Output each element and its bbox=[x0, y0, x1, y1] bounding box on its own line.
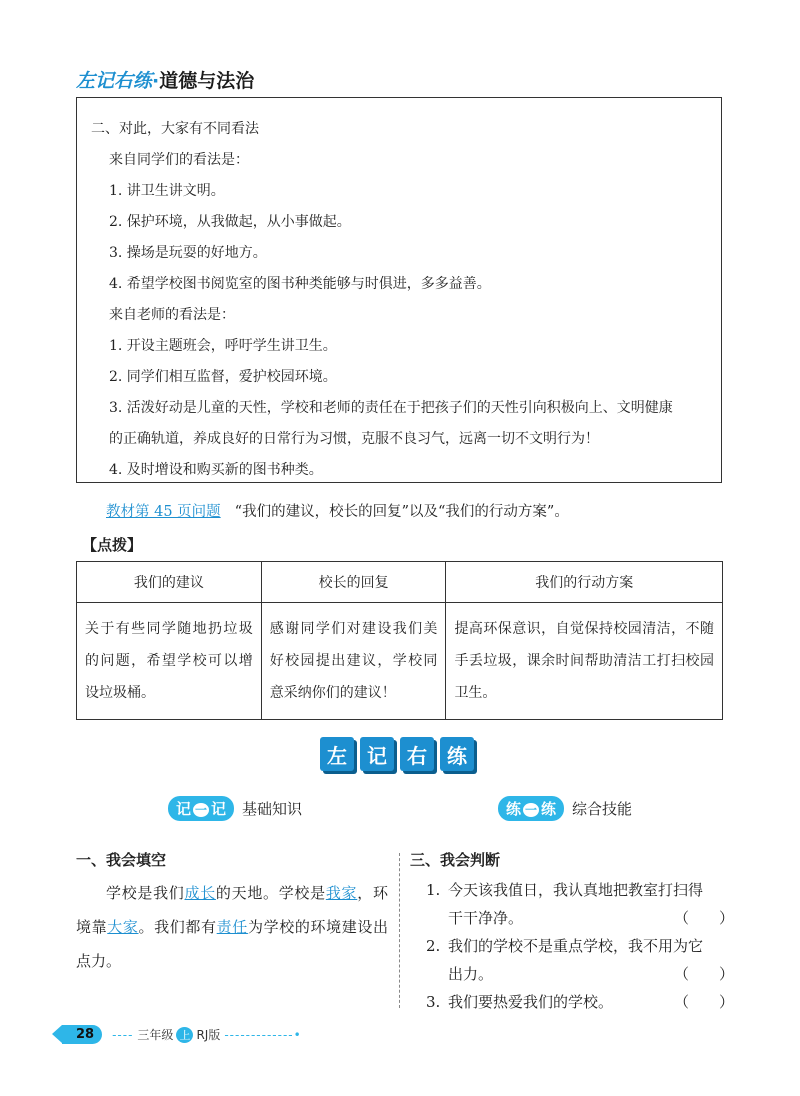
answer-line: 3. 操场是玩耍的好地方。 bbox=[109, 245, 267, 261]
column-divider bbox=[399, 853, 400, 1008]
judge-section bbox=[410, 849, 735, 1016]
list-item: 1. 今天该我值日，我认真地把教室打扫得 bbox=[426, 881, 704, 899]
answer-line: 4. 及时增设和购买新的图书种类。 bbox=[109, 462, 323, 478]
section-banner bbox=[320, 737, 474, 771]
page-footer: 28 ---- 三年级 上 RJ版 -------------• bbox=[62, 1025, 306, 1044]
answer-paren[interactable]: （ ） bbox=[674, 909, 735, 927]
list-item: 3. 我们要热爱我们的学校。 （ ） bbox=[410, 988, 726, 1016]
table-cell: 提高环保意识，自觉保持校园清洁，不随手丢垃圾，课余时间帮助清洁工打扫校园卫生。 bbox=[446, 603, 723, 720]
answer-paren[interactable]: （ ） bbox=[674, 965, 735, 983]
answer-line: 1. 讲卫生讲文明。 bbox=[109, 183, 225, 199]
answer-paren[interactable]: （ ） bbox=[674, 993, 735, 1011]
answer-line: 的正确轨道，养成良好的日常行为习惯，克服不良习气，远离一切不文明行为！ bbox=[109, 431, 599, 447]
banner-tile: 右 bbox=[400, 737, 434, 771]
section-badge: 记 一 记 bbox=[168, 796, 234, 821]
textbook-reference: 教材第 45 页问题 bbox=[106, 504, 221, 520]
answer-line: 1. 开设主题班会，呼吁学生讲卫生。 bbox=[109, 338, 337, 354]
answer-line: 2. 保护环境，从我做起，从小事做起。 bbox=[109, 214, 351, 230]
banner-tile: 记 bbox=[360, 737, 394, 771]
section-title: 基础知识 bbox=[242, 800, 303, 818]
list-item-continuation: 出力。 （ ） bbox=[410, 960, 726, 988]
answer-line: 4. 希望学校图书阅览室的图书种类能够与时俱进，多多益善。 bbox=[109, 276, 491, 292]
answer-line: 二、对此，大家有不同看法 bbox=[91, 121, 259, 137]
answer-blank: 成长 bbox=[184, 884, 216, 902]
section-heading-basic bbox=[168, 796, 302, 821]
banner-tile: 左 bbox=[320, 737, 354, 771]
subject-title: 道德与法治 bbox=[159, 70, 255, 92]
table-header-cell: 校长的回复 bbox=[261, 562, 446, 603]
page-number: 28 bbox=[62, 1025, 102, 1044]
grade-label: 三年级 bbox=[137, 1028, 174, 1042]
answer-line: 来自老师的看法是： bbox=[109, 307, 235, 323]
answer-line: 3. 活泼好动是儿童的天性，学校和老师的责任在于把孩子们的天性引向积极向上、文明健康 bbox=[109, 400, 673, 416]
fill-paragraph: 学校是我们成长的天地。学校是我家，环境靠大家。我们都有责任为学校的环境建设出点力。 bbox=[76, 884, 388, 970]
table-cell: 关于有些同学随地扔垃圾的问题，希望学校可以增设垃圾桶。 bbox=[77, 603, 262, 720]
table-header-cell: 我们的建议 bbox=[77, 562, 262, 603]
answer-blank: 责任 bbox=[216, 918, 248, 936]
tip-label: 【点拨】 bbox=[82, 536, 143, 554]
page-header-title bbox=[76, 66, 254, 93]
list-item-continuation: 干干净净。 （ ） bbox=[410, 904, 726, 932]
answer-line: 来自同学们的看法是： bbox=[109, 152, 249, 168]
judge-title: 三、我会判断 bbox=[410, 851, 501, 869]
brand-title: 左记右练 bbox=[76, 70, 153, 92]
term-tag: 上 bbox=[176, 1027, 193, 1043]
banner-tile: 练 bbox=[440, 737, 474, 771]
table-row bbox=[77, 603, 723, 720]
answer-blank: 大家 bbox=[107, 918, 139, 936]
section-title: 综合技能 bbox=[572, 800, 633, 818]
answer-box bbox=[76, 97, 722, 483]
list-item: 2. 我们的学校不是重点学校，我不用为它 bbox=[426, 937, 704, 955]
header-dot: · bbox=[152, 70, 160, 92]
answer-blank: 我家 bbox=[325, 884, 358, 902]
suggestion-table bbox=[76, 561, 723, 720]
table-header-row bbox=[77, 562, 723, 603]
answer-line: 2. 同学们相互监督，爱护校园环境。 bbox=[109, 369, 337, 385]
section-badge: 练 一 练 bbox=[498, 796, 564, 821]
question-text: “我们的建议，校长的回复”以及“我们的行动方案”。 bbox=[234, 504, 569, 520]
table-header-cell: 我们的行动方案 bbox=[446, 562, 723, 603]
judge-list bbox=[410, 876, 735, 1016]
section-heading-skills bbox=[498, 796, 632, 821]
textbook-question bbox=[106, 500, 569, 521]
fill-title: 一、我会填空 bbox=[76, 851, 167, 869]
fill-in-section bbox=[76, 849, 388, 978]
edition-label: RJ版 bbox=[196, 1028, 221, 1042]
table-cell: 感谢同学们对建设我们美好校园提出建议，学校同意采纳你们的建议！ bbox=[261, 603, 446, 720]
